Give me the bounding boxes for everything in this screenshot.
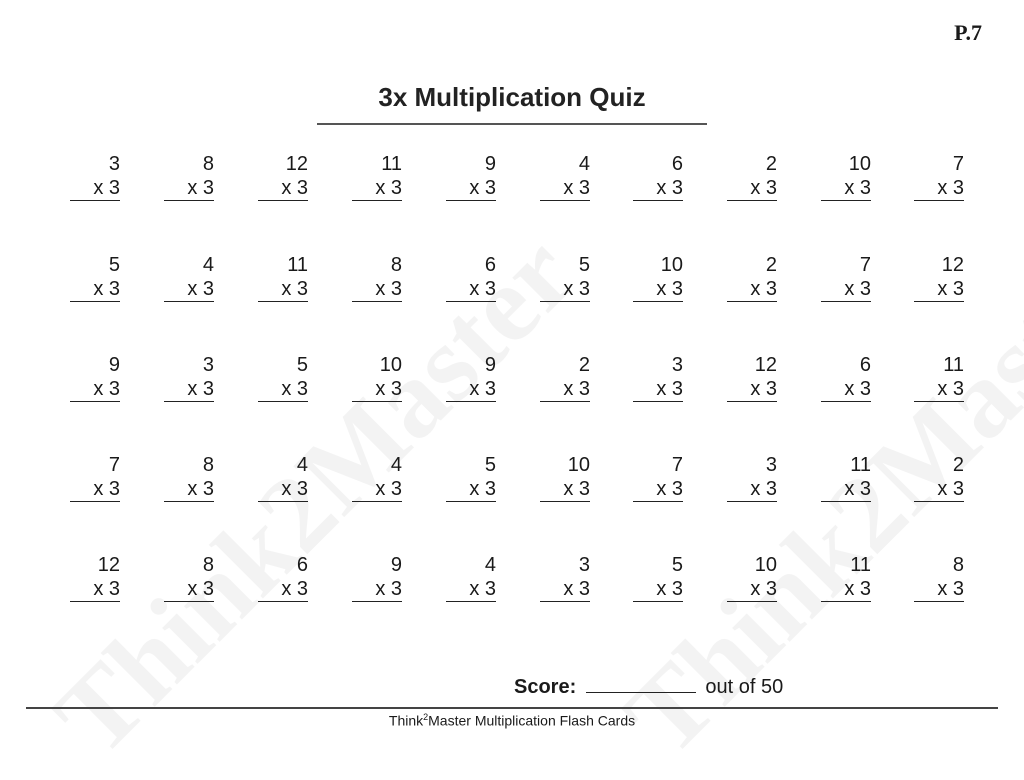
problem-card <box>821 453 871 503</box>
problem-multiplier: x 3 <box>352 377 402 402</box>
problem-multiplier: x 3 <box>727 176 777 201</box>
problem-multiplier: x 3 <box>914 176 964 201</box>
problem-number: 8 <box>952 554 964 576</box>
problem-card <box>914 453 964 503</box>
problem-multiplier: x 3 <box>633 176 683 201</box>
problem-card <box>727 253 777 303</box>
problem-grid <box>0 152 1024 612</box>
problem-multiplier: x 3 <box>633 477 683 502</box>
problem-card <box>821 553 871 603</box>
problem-multiplier: x 3 <box>727 477 777 502</box>
problem-multiplier: x 3 <box>914 377 964 402</box>
problem-multiplier: x 3 <box>914 577 964 602</box>
problem-number: 2 <box>578 354 590 376</box>
problem-card <box>821 253 871 303</box>
problem-multiplier: x 3 <box>164 377 214 402</box>
problem-multiplier: x 3 <box>258 377 308 402</box>
problem-number: 8 <box>202 153 214 175</box>
footer-rule <box>26 707 998 709</box>
problem-number: 5 <box>671 554 683 576</box>
problem-multiplier: x 3 <box>633 377 683 402</box>
problem-number: 10 <box>848 153 871 175</box>
problem-number: 2 <box>765 153 777 175</box>
problem-number: 12 <box>941 254 964 276</box>
problem-number: 11 <box>381 153 402 175</box>
problem-number: 11 <box>943 354 964 376</box>
problem-card <box>164 453 214 503</box>
problem-card <box>633 553 683 603</box>
problem-number: 9 <box>390 554 402 576</box>
problem-card <box>727 152 777 202</box>
problem-number: 10 <box>567 454 590 476</box>
problem-card <box>70 453 120 503</box>
problem-number: 6 <box>671 153 683 175</box>
score-line <box>514 674 783 699</box>
problem-card <box>540 152 590 202</box>
footer <box>0 712 1024 729</box>
problem-multiplier: x 3 <box>70 577 120 602</box>
problem-card <box>258 453 308 503</box>
problem-number: 11 <box>287 254 308 276</box>
problem-multiplier: x 3 <box>540 377 590 402</box>
problem-multiplier: x 3 <box>446 277 496 302</box>
problem-multiplier: x 3 <box>352 577 402 602</box>
footer-brand-sup: 2 <box>423 712 429 722</box>
problem-number: 4 <box>296 454 308 476</box>
problem-multiplier: x 3 <box>821 577 871 602</box>
problem-number: 7 <box>671 454 683 476</box>
problem-multiplier: x 3 <box>164 577 214 602</box>
problem-multiplier: x 3 <box>540 277 590 302</box>
problem-card <box>446 253 496 303</box>
problem-card <box>70 553 120 603</box>
page-number: P.7 <box>954 20 982 45</box>
problem-multiplier: x 3 <box>164 176 214 201</box>
problem-number: 12 <box>97 554 120 576</box>
problem-number: 2 <box>765 254 777 276</box>
problem-card <box>914 353 964 403</box>
problem-card <box>352 152 402 202</box>
problem-number: 9 <box>108 354 120 376</box>
problem-card <box>914 253 964 303</box>
problem-multiplier: x 3 <box>258 477 308 502</box>
problem-number: 4 <box>484 554 496 576</box>
score-suffix: out of 50 <box>705 676 784 698</box>
problem-multiplier: x 3 <box>540 577 590 602</box>
problem-multiplier: x 3 <box>633 577 683 602</box>
problem-number: 6 <box>484 254 496 276</box>
problem-multiplier: x 3 <box>258 176 308 201</box>
problem-number: 12 <box>285 153 308 175</box>
problem-card <box>446 553 496 603</box>
problem-card <box>633 453 683 503</box>
problem-multiplier: x 3 <box>446 477 496 502</box>
problem-multiplier: x 3 <box>540 477 590 502</box>
page-title: 3x Multiplication Quiz <box>378 82 646 112</box>
problem-number: 4 <box>390 454 402 476</box>
problem-multiplier: x 3 <box>164 477 214 502</box>
problem-number: 12 <box>754 354 777 376</box>
problem-number: 7 <box>859 254 871 276</box>
problem-number: 4 <box>578 153 590 175</box>
problem-number: 5 <box>296 354 308 376</box>
problem-card <box>633 353 683 403</box>
problem-multiplier: x 3 <box>164 277 214 302</box>
problem-number: 9 <box>484 153 496 175</box>
problem-card <box>164 353 214 403</box>
problem-number: 10 <box>379 354 402 376</box>
problem-card <box>446 152 496 202</box>
problem-card <box>164 553 214 603</box>
problem-number: 3 <box>108 153 120 175</box>
problem-number: 4 <box>202 254 214 276</box>
problem-card <box>258 152 308 202</box>
problem-card <box>352 553 402 603</box>
problem-number: 10 <box>754 554 777 576</box>
problem-multiplier: x 3 <box>352 477 402 502</box>
problem-number: 6 <box>859 354 871 376</box>
problem-number: 9 <box>484 354 496 376</box>
problem-card <box>821 152 871 202</box>
problem-multiplier: x 3 <box>727 377 777 402</box>
problem-card <box>164 152 214 202</box>
problem-multiplier: x 3 <box>446 176 496 201</box>
problem-card <box>727 553 777 603</box>
problem-card <box>633 253 683 303</box>
problem-number: 7 <box>952 153 964 175</box>
problem-number: 3 <box>202 354 214 376</box>
problem-number: 10 <box>660 254 683 276</box>
problem-card <box>446 453 496 503</box>
problem-multiplier: x 3 <box>70 176 120 201</box>
score-label: Score: <box>514 676 577 698</box>
problem-number: 8 <box>202 554 214 576</box>
problem-number: 3 <box>578 554 590 576</box>
problem-multiplier: x 3 <box>352 277 402 302</box>
problem-card <box>352 453 402 503</box>
problem-number: 8 <box>390 254 402 276</box>
problem-card <box>258 553 308 603</box>
problem-number: 11 <box>850 454 871 476</box>
problem-card <box>70 353 120 403</box>
problem-multiplier: x 3 <box>727 577 777 602</box>
problem-number: 6 <box>296 554 308 576</box>
problem-multiplier: x 3 <box>258 577 308 602</box>
problem-multiplier: x 3 <box>70 377 120 402</box>
problem-card <box>540 353 590 403</box>
problem-card <box>446 353 496 403</box>
problem-multiplier: x 3 <box>446 377 496 402</box>
problem-card <box>727 353 777 403</box>
problem-multiplier: x 3 <box>446 577 496 602</box>
problem-multiplier: x 3 <box>821 277 871 302</box>
problem-multiplier: x 3 <box>70 277 120 302</box>
problem-card <box>540 253 590 303</box>
problem-multiplier: x 3 <box>70 477 120 502</box>
problem-card <box>821 353 871 403</box>
problem-card <box>70 253 120 303</box>
problem-card <box>258 253 308 303</box>
problem-multiplier: x 3 <box>540 176 590 201</box>
footer-brand-a: Think <box>388 712 424 729</box>
problem-number: 2 <box>952 454 964 476</box>
problem-card <box>258 353 308 403</box>
problem-multiplier: x 3 <box>821 377 871 402</box>
problem-card <box>540 453 590 503</box>
problem-card <box>914 553 964 603</box>
problem-card <box>727 453 777 503</box>
problem-multiplier: x 3 <box>352 176 402 201</box>
problem-number: 8 <box>202 454 214 476</box>
problem-number: 11 <box>850 554 871 576</box>
problem-number: 5 <box>108 254 120 276</box>
problem-card <box>633 152 683 202</box>
problem-number: 7 <box>108 454 120 476</box>
problem-card <box>164 253 214 303</box>
problem-multiplier: x 3 <box>821 176 871 201</box>
problem-number: 3 <box>671 354 683 376</box>
problem-multiplier: x 3 <box>914 477 964 502</box>
problem-number: 5 <box>578 254 590 276</box>
problem-card <box>914 152 964 202</box>
problem-card <box>70 152 120 202</box>
problem-number: 5 <box>484 454 496 476</box>
problem-multiplier: x 3 <box>914 277 964 302</box>
problem-card <box>352 253 402 303</box>
problem-card <box>540 553 590 603</box>
problem-multiplier: x 3 <box>727 277 777 302</box>
problem-multiplier: x 3 <box>633 277 683 302</box>
score-blank <box>586 674 696 693</box>
title-underline <box>317 123 707 125</box>
problem-number: 3 <box>765 454 777 476</box>
footer-brand-b: Master Multiplication Flash Cards <box>428 712 636 729</box>
problem-card <box>352 353 402 403</box>
problem-multiplier: x 3 <box>258 277 308 302</box>
problem-multiplier: x 3 <box>821 477 871 502</box>
